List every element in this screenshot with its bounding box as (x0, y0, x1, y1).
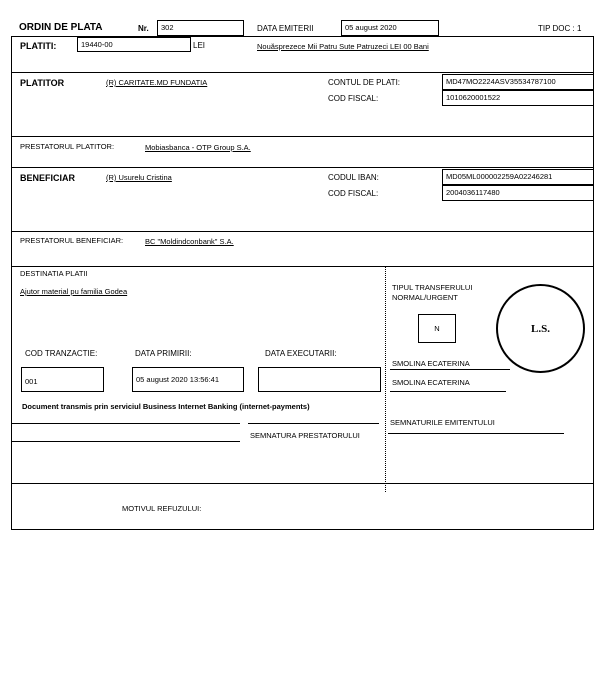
currency-label: LEI (193, 41, 206, 50)
signer-name: SMOLINA ECATERINA (392, 378, 470, 387)
signature-line (390, 369, 510, 370)
transaction-code-field: 001 (21, 367, 104, 392)
provider-signature-label: SEMNATURA PRESTATORULUI (250, 431, 360, 440)
separator (11, 423, 240, 424)
beneficiary-iban-label: CODUL IBAN: (328, 173, 379, 182)
dotted-divider (385, 266, 386, 492)
transfer-type-field: N (418, 314, 456, 343)
purpose-value: Ajutor material pu familia Godea (20, 287, 128, 296)
payer-label: PLATITOR (20, 78, 65, 88)
beneficiary-fiscal-field: 2004036117480 (442, 185, 594, 201)
beneficiary-label: BENEFICIAR (20, 173, 76, 183)
signature-line (390, 391, 506, 392)
transmission-notice: Document transmis prin serviciul Business Internet Banking (internet-payments) (22, 402, 310, 411)
separator (11, 167, 594, 168)
separator (11, 72, 594, 73)
payer-name: (R) CARITATE.MD FUNDATIA (106, 78, 208, 87)
separator (11, 136, 594, 137)
separator (11, 483, 594, 484)
amount-label: PLATITI: (20, 41, 57, 51)
payer-bank-value: Mobiasbanca - OTP Group S.A. (145, 143, 251, 152)
payer-account-field: MD47MO2224ASV35534787100 (442, 74, 594, 90)
execution-date-field (258, 367, 381, 392)
execution-date-label: DATA EXECUTARII: (265, 349, 337, 358)
seal-stamp: L.S. (496, 284, 585, 373)
beneficiary-bank-value: BC "Moldindconbank" S.A. (145, 237, 234, 246)
beneficiary-iban-field: MD05ML000002259A02246281 (442, 169, 594, 185)
beneficiary-fiscal-label: COD FISCAL: (328, 189, 379, 198)
payer-fiscal-field: 1010620001522 (442, 90, 594, 106)
transfer-type-label: TIPUL TRANSFERULUI (392, 283, 473, 292)
separator (248, 423, 379, 424)
beneficiary-name: (R) Usurelu Cristina (106, 173, 172, 182)
receipt-date-field: 05 august 2020 13:56:41 (132, 367, 244, 392)
amount-field: 19440-00 (77, 37, 191, 52)
issuer-signatures-label: SEMNATURILE EMITENTULUI (390, 418, 495, 427)
transaction-code-label: COD TRANZACTIE: (25, 349, 98, 358)
doc-type-label: TIP DOC : 1 (538, 24, 582, 33)
issue-date-field: 05 august 2020 (341, 20, 439, 36)
payer-account-label: CONTUL DE PLATI: (328, 78, 401, 87)
separator (11, 441, 240, 442)
number-field: 302 (157, 20, 244, 36)
separator (11, 266, 594, 267)
signer-name: SMOLINA ECATERINA (392, 359, 470, 368)
form-frame (11, 36, 594, 530)
receipt-date-label: DATA PRIMIRII: (135, 349, 192, 358)
beneficiary-bank-label: PRESTATORUL BENEFICIAR: (20, 236, 124, 245)
signature-line (388, 433, 564, 434)
issue-date-label: DATA EMITERII (257, 24, 314, 33)
payer-fiscal-label: COD FISCAL: (328, 94, 379, 103)
document-title: ORDIN DE PLATA (19, 22, 103, 33)
number-label: Nr. (138, 24, 149, 33)
transfer-type-sublabel: NORMAL/URGENT (392, 293, 458, 302)
purpose-label: DESTINATIA PLATII (20, 269, 88, 278)
refusal-reason-label: MOTIVUL REFUZULUI: (122, 504, 202, 513)
separator (11, 231, 594, 232)
payer-bank-label: PRESTATORUL PLATITOR: (20, 142, 115, 151)
amount-in-words: Nouăsprezece Mii Patru Sute Patruzeci LEI 00 Bani (257, 42, 429, 51)
